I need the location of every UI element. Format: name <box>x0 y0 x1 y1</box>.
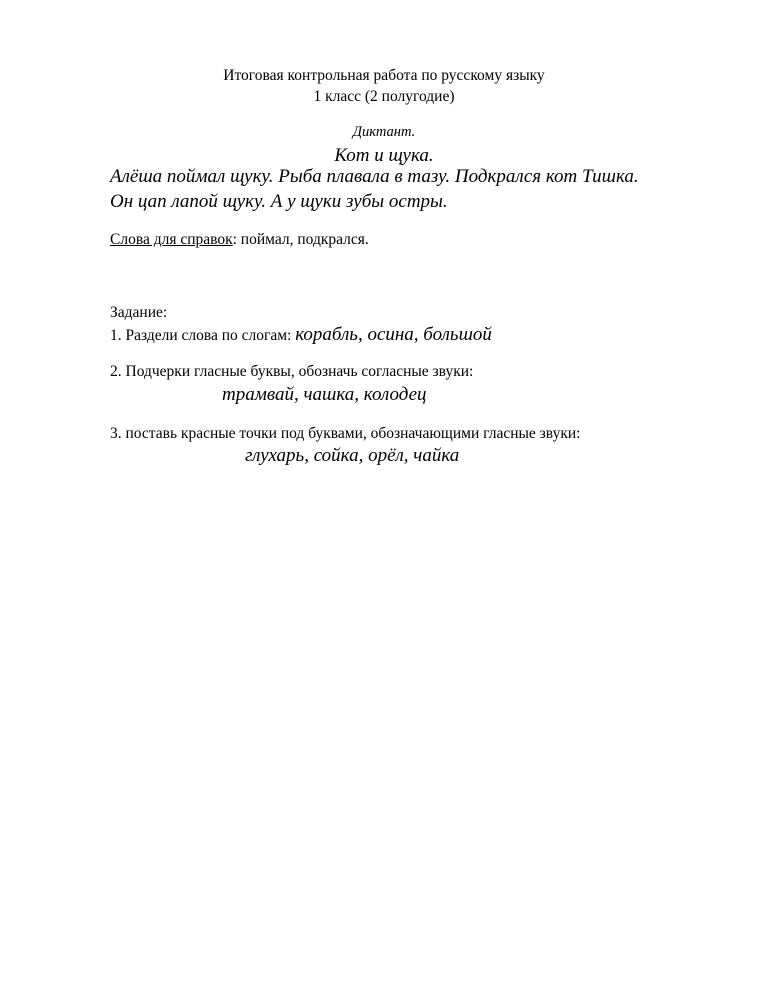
reference-label: Слова для справок <box>110 231 233 248</box>
dictation-text-line2: Он цап лапой щуку. А у щуки зубы остры. <box>110 191 448 212</box>
task-1 <box>110 325 492 344</box>
document-title-line2: 1 класс (2 полугодие) <box>313 88 455 105</box>
tasks-heading: Задание: <box>110 304 168 321</box>
task-3-words: глухарь, сойка, орёл, чайка <box>245 445 460 466</box>
reference-words <box>110 232 369 248</box>
reference-word-list: : поймал, подкрался. <box>232 231 369 248</box>
task-2-words: трамвай, чашка, колодец <box>222 384 427 405</box>
task-1-words: корабль, осина, большой <box>295 324 492 345</box>
dictation-text-line1: Алёша поймал щуку. Рыба плавала в тазу. Подкрался кот Тишка. <box>110 166 639 187</box>
dictation-title: Кот и щука. <box>334 145 434 166</box>
task-3-prompt: 3. поставь красные точки под буквами, обозначающими гласные звуки: <box>110 425 581 442</box>
task-2-prompt: 2. Подчерки гласные буквы, обозначь согласные звуки: <box>110 363 474 380</box>
task-1-prompt: 1. Раздели слова по слогам: <box>110 327 296 344</box>
document-title-line1: Итоговая контрольная работа по русскому языку <box>223 67 545 84</box>
dictation-label: Диктант. <box>352 124 416 140</box>
